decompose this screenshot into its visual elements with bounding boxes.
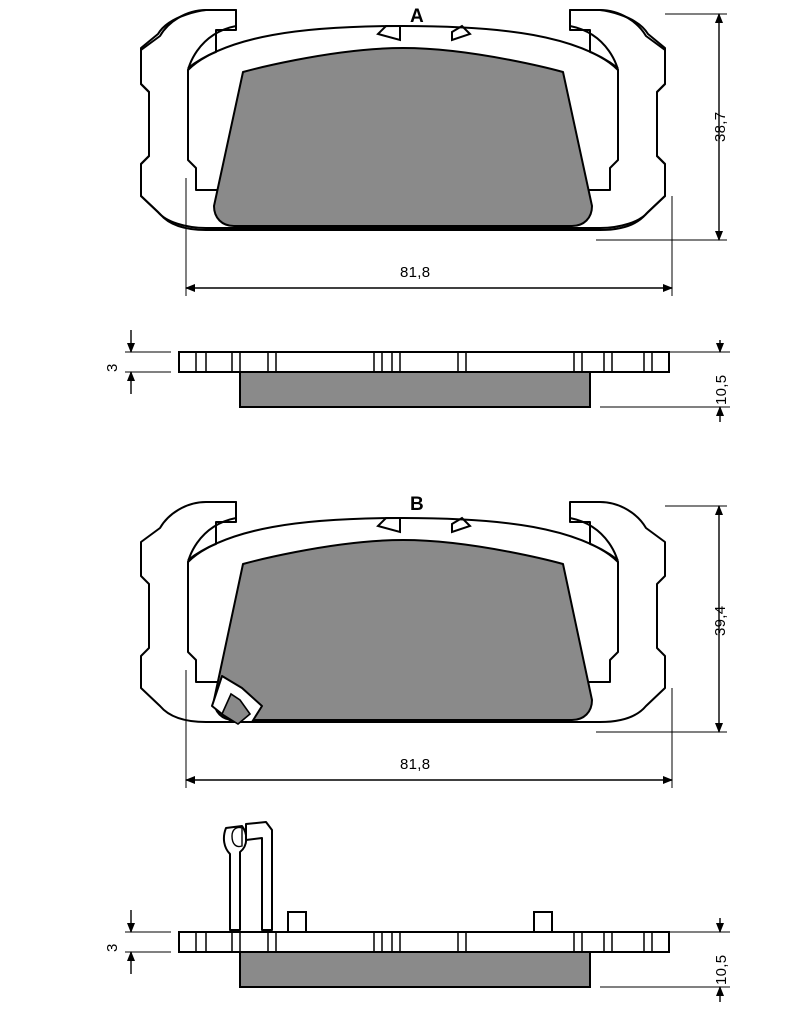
pad-b-side-view bbox=[179, 822, 669, 987]
dim-thickness-b-total bbox=[600, 918, 730, 1002]
pad-a-side-view bbox=[179, 352, 669, 407]
dim-thickness-a-backing bbox=[125, 330, 171, 394]
dim-height-b-label: 39,4 bbox=[712, 605, 729, 636]
dim-width-a-label: 81,8 bbox=[400, 264, 431, 281]
dim-thickness-b-backing-label: 3 bbox=[104, 943, 121, 952]
pad-a-front-view bbox=[141, 10, 665, 230]
dim-thickness-b-backing bbox=[125, 910, 171, 974]
pad-a-label: A bbox=[410, 6, 424, 27]
pad-b-label: B bbox=[410, 494, 424, 515]
pad-b-front-view bbox=[141, 502, 665, 724]
dim-thickness-a-backing-label: 3 bbox=[104, 363, 121, 372]
dim-height-a-label: 38,7 bbox=[712, 111, 729, 142]
dim-thickness-b-total-label: 10,5 bbox=[713, 954, 730, 985]
dim-width-b-label: 81,8 bbox=[400, 756, 431, 773]
dim-thickness-a-total-label: 10,5 bbox=[713, 374, 730, 405]
